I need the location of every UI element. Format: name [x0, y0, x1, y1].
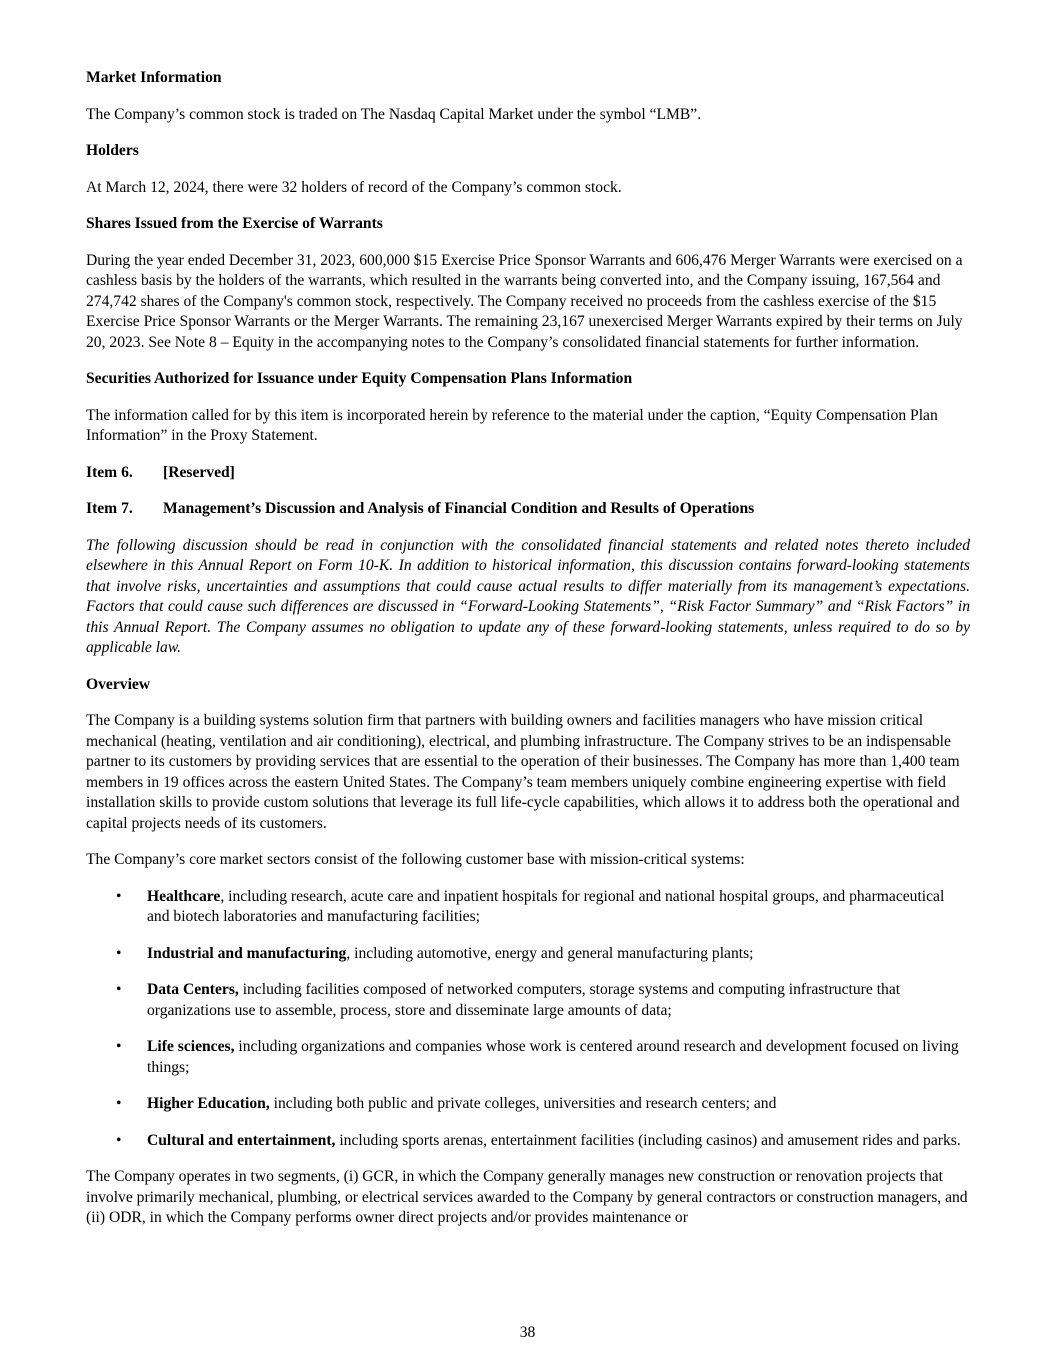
list-item	[86, 1037, 970, 1078]
market-information-text: The Company’s common stock is traded on The Nasdaq Capital Market under the symbol “LMB”.	[86, 105, 702, 123]
securities-text: The information called for by this item is incorporated herein by reference to the material under the caption, “Equity Compensation Plan Information” in the Proxy Statement.	[86, 406, 938, 444]
item-7-title: Management’s Discussion and Analysis of Financial Condition and Results of Operations	[163, 500, 755, 517]
item-7-intro: The following discussion should be read in conjunction with the consolidated financial statements and related notes thereto included elsewhere in this Annual Report on Form 10-K. In addition to historical information, this discussion contains forward-looking statements that involve risks, uncertainties and assumptions that could cause actual results to differ materially from its management’s expectations. Factors that could cause such differences are discussed in “Forward-Looking Statements”, “Risk Factor Summary” and “Risk Factors” in this Annual Report. The Company assumes no obligation to update any of these forward-looking statements, unless required to do so by applicable law.	[86, 536, 970, 656]
sector-term: Healthcare	[147, 887, 221, 905]
sector-description: , including research, acute care and inpatient hospitals for regional and national hospital groups, and pharmaceutical and biotech laboratories and manufacturing facilities;	[147, 887, 945, 925]
list-item	[86, 1131, 970, 1152]
warrants-heading: Shares Issued from the Exercise of Warrants	[86, 215, 383, 232]
list-item	[86, 944, 970, 965]
overview-heading: Overview	[86, 675, 151, 693]
sector-term: Data Centers,	[147, 981, 239, 998]
sector-term: Cultural and entertainment,	[147, 1131, 336, 1149]
page-number: 38	[519, 1324, 536, 1341]
sector-description: including both public and private colleges, universities and research centers; and	[269, 1095, 777, 1112]
bullet-icon: •	[116, 887, 122, 905]
overview-paragraph-1: The Company is a building systems solution firm that partners with building owners and facilities managers who have mission critical mechanical (heating, ventilation and air conditioning), electrical, and plumbing infrastructure. The Company strives to be an indispensable partner to its customers by providing services that are essential to the operation of their businesses. The Company has more than 1,400 team members in 19 offices across the eastern United States. The Company’s team members uniquely combine engineering expertise with field installation skills to provide custom solutions that leverage its full life-cycle capabilities, which allows it to address both the operational and capital projects needs of its customers.	[86, 712, 960, 832]
warrants-text: During the year ended December 31, 2023, 600,000 $15 Exercise Price Sponsor Warrants and 606,476 Merger Warrants were exercised on a cashless basis by the holders of the warrants, which resulted in the warrants being converted into, and the Company issuing, 167,564 and 274,742 shares of the Company's common stock, respectively. The Company received no proceeds from the cashless exercise of the $15 Exercise Price Sponsor Warrants or the Merger Warrants. The remaining 23,167 unexercised Merger Warrants expired by their terms on July 20, 2023. See Note 8 – Equity in the accompanying notes to the Company’s consolidated financial statements for further information.	[86, 251, 963, 351]
bullet-icon: •	[116, 1095, 122, 1112]
bullet-icon: •	[116, 1131, 122, 1149]
sector-description: including sports arenas, entertainment facilities (including casinos) and amusement rides and parks.	[335, 1131, 961, 1149]
document-page	[86, 68, 970, 1245]
overview-paragraph-2: The Company’s core market sectors consist of the following customer base with mission-critical systems:	[86, 851, 745, 868]
list-item	[86, 1094, 970, 1115]
market-sectors-list	[86, 887, 970, 1152]
holders-heading: Holders	[86, 142, 139, 159]
item-7-number: Item 7.	[86, 500, 133, 517]
item-6-heading	[86, 463, 970, 484]
list-item	[86, 980, 970, 1021]
securities-heading: Securities Authorized for Issuance under Equity Compensation Plans Information	[86, 370, 633, 387]
holders-text: At March 12, 2024, there were 32 holders of record of the Company’s common stock.	[86, 178, 622, 196]
bullet-icon: •	[116, 1038, 122, 1055]
sector-term: Industrial and manufacturing	[147, 944, 347, 962]
bullet-icon: •	[116, 981, 122, 998]
item-7-heading	[86, 499, 970, 520]
sector-term: Life sciences,	[147, 1038, 235, 1055]
sector-description: including organizations and companies whose work is centered around research and development focused on living things;	[147, 1038, 959, 1076]
sector-term: Higher Education,	[147, 1095, 270, 1112]
item-6-title: [Reserved]	[163, 463, 235, 481]
sector-description: including facilities composed of networked computers, storage systems and computing infrastructure that organizations use to assemble, process, store and disseminate large amounts of data;	[147, 981, 901, 1019]
item-6-number: Item 6.	[86, 463, 133, 481]
bullet-icon: •	[116, 944, 122, 962]
overview-paragraph-3: The Company operates in two segments, (i) GCR, in which the Company generally manages new construction or renovation projects that involve primarily mechanical, plumbing, or electrical services awarded to the Company by general contractors or construction managers, and (ii) ODR, in which the Company performs owner direct projects and/or provides maintenance or	[86, 1168, 968, 1226]
sector-description: , including automotive, energy and general manufacturing plants;	[346, 944, 754, 962]
list-item	[86, 887, 970, 928]
market-information-heading: Market Information	[86, 69, 222, 86]
